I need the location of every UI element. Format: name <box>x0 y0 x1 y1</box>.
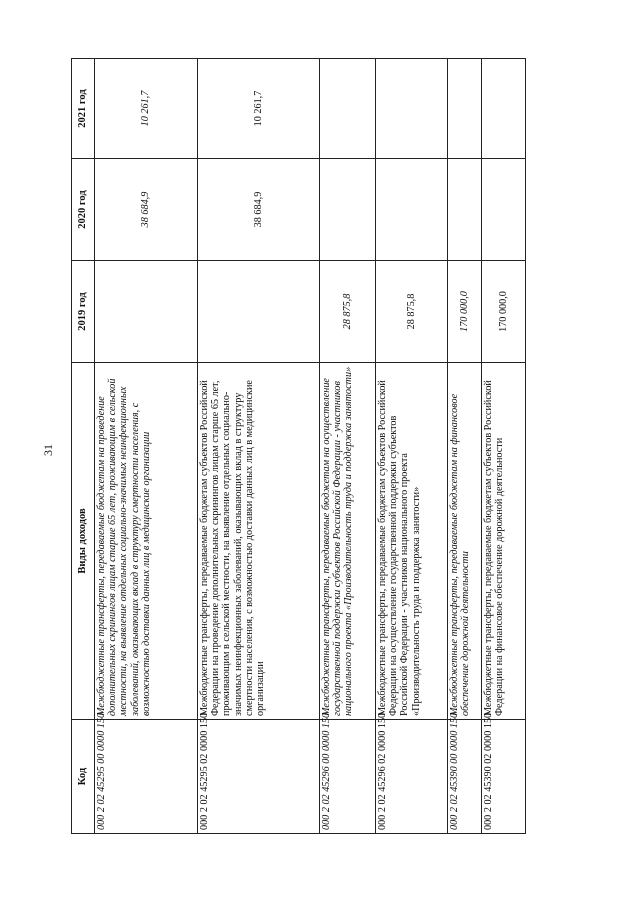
table-row <box>320 59 376 834</box>
row-text: Межбюджетные трансферты, передаваемые бюджетам на финансовое обеспечение дорожной деятельности <box>448 363 482 720</box>
row-text: Межбюджетные трансферты, передаваемые бюджетам субъектов Российской Федерации на финансовое обеспечение дорожной деятельности <box>482 363 526 720</box>
value-2019: 28 875,8 <box>320 261 376 363</box>
value-2019 <box>95 261 198 363</box>
table-row <box>95 59 198 834</box>
page-number: 31 <box>41 444 55 456</box>
row-text: Межбюджетные трансферты, передаваемые бюджетам на проведение дополнительных скринингов лицам старше 65 лет, проживающим в сельской местности, на выявление отдельных социально-значимых неинфекционных заболеваний, оказывающих вклад в структуру смертности населения, с возможностью доставки данных лиц в медицинские организации <box>95 363 198 720</box>
value-2020 <box>448 159 482 261</box>
value-2021 <box>320 59 376 159</box>
table-row <box>482 59 526 834</box>
value-2020 <box>320 159 376 261</box>
value-2021: 10 261,7 <box>95 59 198 159</box>
table-row <box>198 59 320 834</box>
value-2021 <box>376 59 448 159</box>
header-row <box>72 59 95 834</box>
value-2021 <box>448 59 482 159</box>
value-2020: 38 684,9 <box>198 159 320 261</box>
header-code: Код <box>72 720 95 834</box>
value-2019: 28 875,8 <box>376 261 448 363</box>
header-2020: 2020 год <box>72 159 95 261</box>
value-2021 <box>482 59 526 159</box>
value-2019 <box>198 261 320 363</box>
table-row <box>448 59 482 834</box>
row-code: 000 2 02 45296 00 0000 150 <box>320 720 376 834</box>
header-2019: 2019 год <box>72 261 95 363</box>
value-2019: 170 000,0 <box>448 261 482 363</box>
row-text: Межбюджетные трансферты, передаваемые бюджетам субъектов Российской Федерации на осуществление государственной поддержки субъектов Российской Федерации - участников национального проекта «Производительность труда и поддержка занятости» <box>376 363 448 720</box>
table-row <box>376 59 448 834</box>
revenue-table <box>71 58 526 834</box>
row-code: 000 2 02 45390 02 0000 150 <box>482 720 526 834</box>
row-code: 000 2 02 45296 02 0000 150 <box>376 720 448 834</box>
value-2020 <box>482 159 526 261</box>
value-2020: 38 684,9 <box>95 159 198 261</box>
value-2020 <box>376 159 448 261</box>
header-2021: 2021 год <box>72 59 95 159</box>
value-2019: 170 000,0 <box>482 261 526 363</box>
revenue-table-rotated <box>71 59 525 834</box>
header-type: Виды доходов <box>72 363 95 720</box>
row-code: 000 2 02 45390 00 0000 150 <box>448 720 482 834</box>
row-code: 000 2 02 45295 02 0000 150 <box>198 720 320 834</box>
row-text: Межбюджетные трансферты, передаваемые бюджетам субъектов Российской Федерации на проведение дополнительных скринингов лицам старше 65 лет, проживающим в сельской местности, на выявление отдельных социально-значимых неинфекционных заболеваний, оказывающих вклад в структуру смертности населения, с возможностью доставки данных лиц в медицинские организации <box>198 363 320 720</box>
row-text: Межбюджетные трансферты, передаваемые бюджетам на осуществление государственной поддержки субъектов Российской Федерации - участников национального проекта «Производительность труда и поддержка занятости» <box>320 363 376 720</box>
row-code: 000 2 02 45295 00 0000 150 <box>95 720 198 834</box>
value-2021: 10 261,7 <box>198 59 320 159</box>
